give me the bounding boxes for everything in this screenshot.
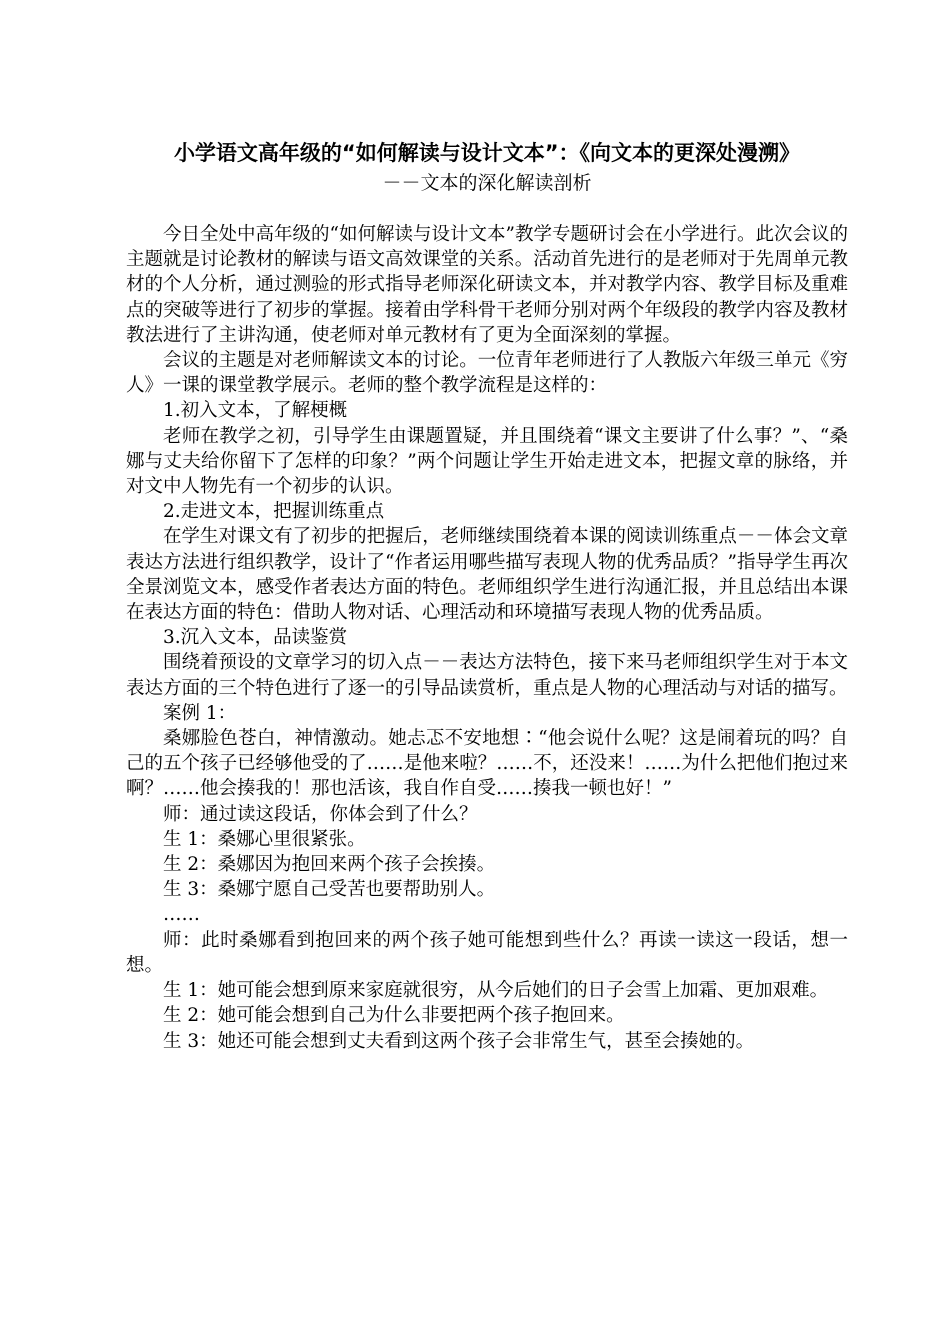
paragraph: 今日全处中高年级的“如何解读与设计文本”教学专题研讨会在小学进行。此次会议的主题就是讨论教材的解读与语文高效课堂的关系。活动首先进行的是老师对于先周单元教材的个人分析，通过测验的形式指导老师深化研读文本，并对教学内容、教学目标及重难点的突破等进行了初步的掌握。接着由学科骨干老师分别对两个年级段的教学内容及教材教法进行了主讲沟通，使老师对单元教材有了更为全面深刻的掌握。 bbox=[126, 224, 848, 346]
section-heading: 3.沉入文本，品读鉴赏 bbox=[163, 627, 348, 649]
dialogue-line: 师：此时桑娜看到抱回来的两个孩子她可能想到些什么？再读一读这一段话，想一想。 bbox=[126, 929, 848, 976]
dialogue-line: 生 1：桑娜心里很紧张。 bbox=[163, 828, 366, 850]
document-subtitle: －－文本的深化解读剖析 bbox=[382, 172, 592, 194]
document-page bbox=[126, 136, 848, 1054]
case-label: 案例 1： bbox=[163, 702, 237, 724]
paragraph: 围绕着预设的文章学习的切入点－－表达方法特色，接下来马老师组织学生对于本文表达方面的三个特色进行了逐一的引导品读赏析，重点是人物的心理活动与对话的描写。 bbox=[126, 652, 848, 699]
dialogue-line: 生 2：桑娜因为抱回来两个孩子会挨揍。 bbox=[163, 854, 496, 876]
dialogue-line: 生 1：她可能会想到原来家庭就很穷，从今后她们的日子会雪上加霜、更加艰难。 bbox=[163, 980, 829, 1002]
dialogue-line: 师：通过读这段话，你体会到了什么？ bbox=[163, 803, 478, 825]
quoted-passage: 桑娜脸色苍白，神情激动。她忐忑不安地想∶“他会说什么呢？这是闹着玩的吗？自己的五个孩子已经够他受的了……是他来啦？……不，还没来！……为什么把他们抱过来啊？……他会揍我的！那也活该，我自作自受……揍我一顿也好！” bbox=[126, 728, 848, 800]
document-title: 小学语文高年级的“如何解读与设计文本”：《向文本的更深处漫溯》 bbox=[173, 141, 801, 165]
dialogue-line: 生 3：桑娜宁愿自己受苦也要帮助别人。 bbox=[163, 879, 496, 901]
paragraph: 老师在教学之初，引导学生由课题置疑，并且围绕着“课文主要讲了什么事？”、“桑娜与丈夫给你留下了怎样的印象？”两个问题让学生开始走进文本，把握文章的脉络，并对文中人物先有一个初步的认识。 bbox=[126, 425, 848, 498]
paragraph: 在学生对课文有了初步的把握后，老师继续围绕着本课的阅读训练重点－－体会文章表达方法进行组织教学，设计了“作者运用哪些描写表现人物的优秀品质？”指导学生再次全景浏览文本，感受作者表达方面的特色。老师组织学生进行沟通汇报，并且总结出本课在表达方面的特色：借助人物对话、心理活动和环境描写表现人物的优秀品质。 bbox=[126, 526, 848, 624]
dialogue-line: 生 3：她还可能会想到丈夫看到这两个孩子会非常生气，甚至会揍她的。 bbox=[163, 1030, 755, 1052]
ellipsis-line: …… bbox=[163, 904, 200, 926]
section-heading: 1.初入文本，了解梗概 bbox=[163, 400, 348, 422]
dialogue-line: 生 2：她可能会想到自己为什么非要把两个孩子抱回来。 bbox=[163, 1005, 625, 1027]
section-heading: 2.走进文本，把握训练重点 bbox=[163, 501, 385, 523]
paragraph: 会议的主题是对老师解读文本的讨论。一位青年老师进行了人教版六年级三单元《穷人》一课的课堂教学展示。老师的整个教学流程是这样的： bbox=[126, 350, 848, 397]
